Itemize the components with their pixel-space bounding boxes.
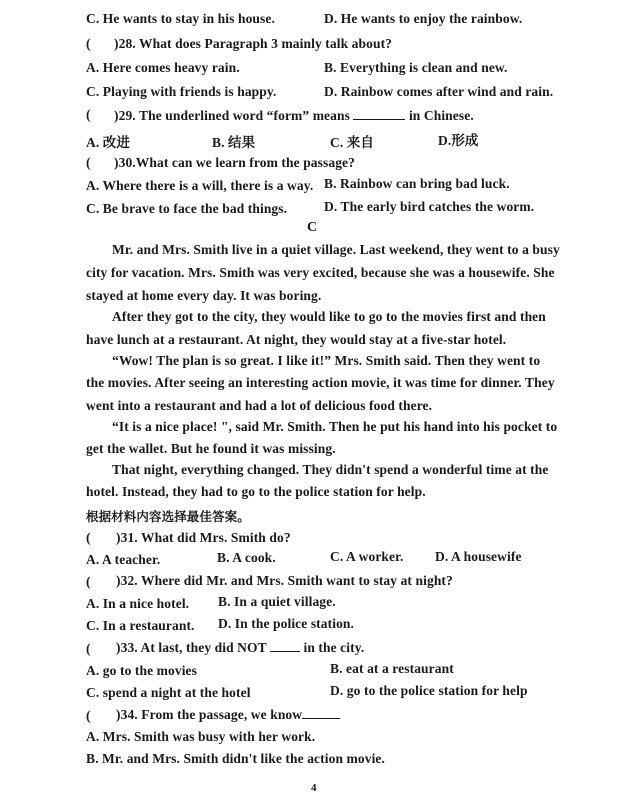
answer-blank xyxy=(270,639,300,652)
passage-p3-line2: the movies. After seeing an interesting action movie, it was time for dinner. They xyxy=(86,375,555,390)
q32-option-a: A. In a nice hotel. xyxy=(86,596,190,611)
q30-option-d: D. The early bird catches the worm. xyxy=(324,199,535,214)
q29-stem-before: )29. The underlined word “form” means xyxy=(114,108,350,123)
answer-paren: ( xyxy=(86,641,91,656)
answer-paren: ( xyxy=(86,574,91,589)
q28-option-a: A. Here comes heavy rain. xyxy=(86,60,240,75)
q31-option-b: B. A cook. xyxy=(217,550,276,565)
q33-option-b: B. eat at a restaurant xyxy=(330,661,454,676)
q29-option-c: C. 来自 xyxy=(330,135,374,150)
q32-option-c: C. In a restaurant. xyxy=(86,618,195,633)
q32-option-b: B. In a quiet village. xyxy=(218,594,336,609)
q29-stem xyxy=(114,107,474,124)
passage-p5-line2: hotel. Instead, they had to go to the police station for help. xyxy=(86,484,426,499)
q28-stem: )28. What does Paragraph 3 mainly talk about? xyxy=(114,36,393,51)
q28-option-b: B. Everything is clean and new. xyxy=(324,60,508,75)
answer-paren: ( xyxy=(86,155,91,170)
q31-option-c: C. A worker. xyxy=(330,549,404,564)
q33-option-d: D. go to the police station for help xyxy=(330,683,528,698)
q32-option-d: D. In the police station. xyxy=(218,616,355,631)
answer-blank xyxy=(353,107,405,120)
q27-option-d: D. He wants to enjoy the rainbow. xyxy=(324,11,523,26)
answer-paren: ( xyxy=(86,708,91,723)
passage-p3-line3: went into a restaurant and had a lot of delicious food there. xyxy=(86,398,433,413)
q31-option-d: D. A housewife xyxy=(435,549,522,564)
q34-option-a: A. Mrs. Smith was busy with her work. xyxy=(86,729,316,744)
q30-option-c: C. Be brave to face the bad things. xyxy=(86,201,288,216)
q30-option-b: B. Rainbow can bring bad luck. xyxy=(324,176,510,191)
q34-option-b: B. Mr. and Mrs. Smith didn't like the action movie. xyxy=(86,751,385,766)
q29-stem-after: in Chinese. xyxy=(408,108,474,123)
passage-p1-line1: Mr. and Mrs. Smith live in a quiet village. Last weekend, they went to a busy xyxy=(112,242,560,257)
q33-stem-before: )33. At last, they did NOT xyxy=(116,640,267,655)
q29-option-b: B. 结果 xyxy=(212,135,256,150)
answer-paren: ( xyxy=(86,530,91,545)
q34-stem xyxy=(116,706,340,723)
passage-p1-line2: city for vacation. Mrs. Smith was very excited, because she was a housewife. She xyxy=(86,265,555,280)
answer-blank xyxy=(302,706,340,719)
q33-option-c: C. spend a night at the hotel xyxy=(86,685,251,700)
q32-stem: )32. Where did Mr. and Mrs. Smith want to stay at night? xyxy=(116,573,453,588)
passage-p5-line1: That night, everything changed. They didn't spend a wonderful time at the xyxy=(112,462,549,477)
q33-stem xyxy=(116,639,364,656)
passage-p1-line3: stayed at home every day. It was boring. xyxy=(86,288,322,303)
q27-option-c: C. He wants to stay in his house. xyxy=(86,11,275,26)
passage-p2-line1: After they got to the city, they would like to go to the movies first and then xyxy=(112,309,546,324)
q28-option-c: C. Playing with friends is happy. xyxy=(86,84,277,99)
passage-p4-line2: get the wallet. But he found it was missing. xyxy=(86,441,336,456)
q30-stem: )30.What can we learn from the passage? xyxy=(114,155,355,170)
page-number: 4 xyxy=(311,782,317,794)
answer-paren: ( xyxy=(86,107,91,122)
q30-option-a: A. Where there is a will, there is a way. xyxy=(86,178,314,193)
q31-option-a: A. A teacher. xyxy=(86,552,161,567)
q29-option-a: A. 改进 xyxy=(86,135,130,150)
answer-paren: ( xyxy=(86,36,91,51)
q31-stem: )31. What did Mrs. Smith do? xyxy=(116,530,291,545)
instruction-text: 根据材料内容选择最佳答案。 xyxy=(86,510,250,524)
q33-stem-after: in the city. xyxy=(303,640,365,655)
section-c-title: C xyxy=(307,220,318,235)
q33-option-a: A. go to the movies xyxy=(86,663,198,678)
passage-p2-line2: have lunch at a restaurant. At night, they would stay at a five-star hotel. xyxy=(86,332,507,347)
q28-option-d: D. Rainbow comes after wind and rain. xyxy=(324,84,554,99)
q34-stem-text: )34. From the passage, we know xyxy=(116,707,303,722)
q29-option-d: D.形成 xyxy=(438,133,479,148)
passage-p4-line1: “It is a nice place! ", said Mr. Smith. Then he put his hand into his pocket to xyxy=(112,419,558,434)
passage-p3-line1: “Wow! The plan is so great. I like it!” Mrs. Smith said. Then they went to xyxy=(112,353,541,368)
